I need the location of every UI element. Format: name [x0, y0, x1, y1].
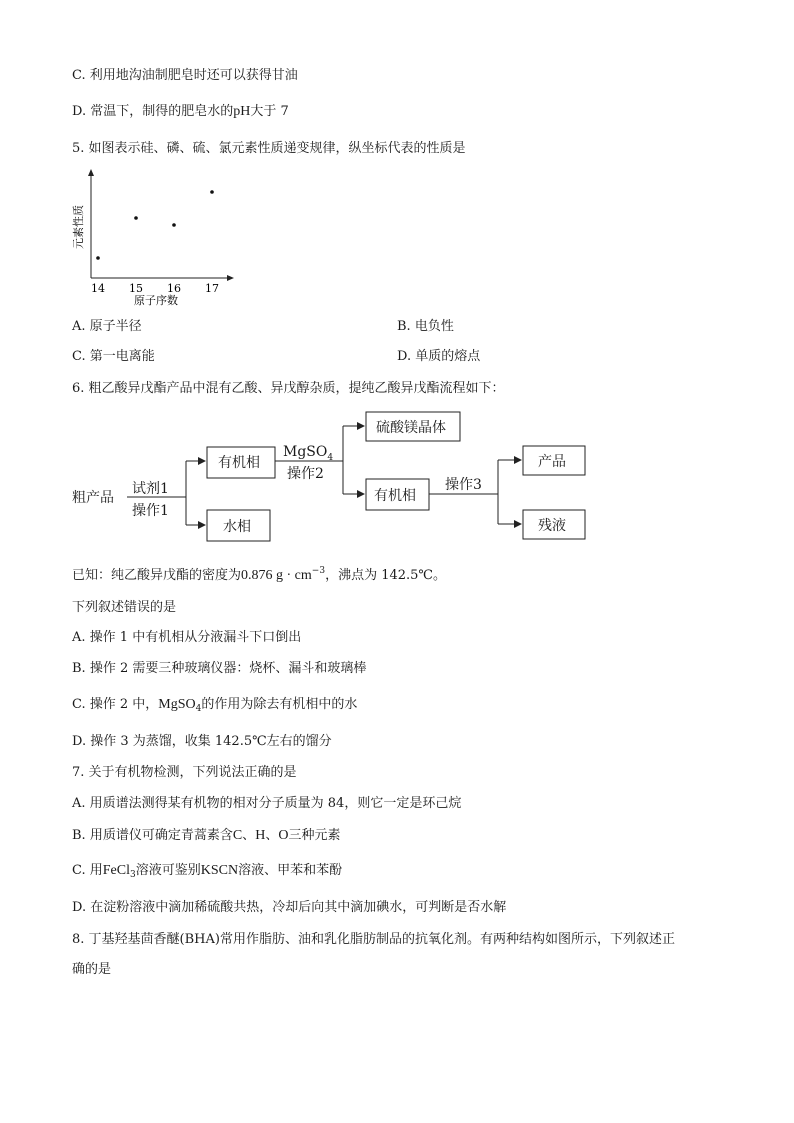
data-point — [210, 190, 214, 194]
mgso4-formula-subscript: 4 — [195, 704, 202, 714]
x-tick-label: 14 — [91, 282, 105, 295]
crude-product-label: 粗产品 — [72, 490, 114, 506]
residue-label: 残液 — [538, 518, 566, 534]
reagent1-label: 试剂1 — [132, 481, 169, 497]
q6-known-text: 已知：纯乙酸异戊酯的密度为 — [72, 568, 242, 583]
element-h: H — [255, 828, 266, 843]
x-axis-label: 原子序数 — [134, 294, 178, 307]
purification-flowchart — [0, 400, 794, 550]
q4-option-d-tail: 大于 7 — [250, 104, 289, 119]
q5-option-c: C. 第一电离能 — [72, 349, 155, 364]
q6-question: 下列叙述错误的是 — [72, 600, 177, 615]
operation1-label: 操作1 — [132, 503, 169, 519]
mgso4-label — [283, 444, 333, 463]
q5-stem: 5. 如图表示硅、磷、硫、氯元素性质递变规律，纵坐标代表的性质是 — [72, 141, 466, 156]
q7-option-c-text: C. 用 — [72, 863, 103, 878]
q6-option-d: D. 操作 3 为蒸馏，收集 142.5℃左右的馏分 — [72, 734, 332, 749]
operation3-label: 操作3 — [445, 477, 482, 493]
q5-option-b: B. 电负性 — [397, 319, 454, 334]
mgso4-main: MgSO — [283, 444, 328, 460]
crystal-label: 硫酸镁晶体 — [376, 420, 446, 436]
density-value: 0.876 g · cm — [241, 568, 312, 583]
q4-option-c: C. 利用地沟油制肥皂时还可以获得甘油 — [72, 68, 298, 83]
q6-option-c — [72, 697, 357, 717]
mgso4-subscript: 4 — [327, 453, 334, 463]
data-point — [172, 223, 176, 227]
q7-option-b: B. 用质谱仪可确定青蒿素含C、H、O三种元素 — [72, 828, 341, 843]
q5-scatter-chart — [70, 162, 250, 312]
element-c: C — [232, 828, 243, 843]
q6-option-b: B. 操作 2 需要三种玻璃仪器：烧杯、漏斗和玻璃棒 — [72, 661, 367, 676]
q8-stem-line1: 8. 丁基羟基茴香醚(BHA)常用作脂肪、油和乳化脂肪制品的抗氧化剂。有两种结构如图所示，下列叙述正 — [72, 932, 675, 947]
x-axis — [91, 275, 234, 281]
fecl3-subscript: 3 — [129, 870, 136, 880]
q5-option-d: D. 单质的熔点 — [397, 349, 481, 364]
organic-phase-label-1: 有机相 — [218, 455, 260, 471]
q7-option-c — [72, 863, 342, 883]
fecl3-formula: FeCl — [102, 863, 130, 878]
q4-option-d — [72, 104, 289, 120]
q7-option-b-tail: 三种元素 — [288, 828, 341, 843]
operation2-label: 操作2 — [287, 466, 324, 482]
q5-option-a: A. 原子半径 — [72, 319, 142, 334]
data-point — [96, 256, 100, 260]
organic-phase-label-2: 有机相 — [374, 488, 416, 504]
product-label: 产品 — [538, 454, 566, 470]
q8-stem-line2: 确的是 — [72, 962, 112, 977]
kscn-formula: KSCN — [200, 863, 239, 878]
x-tick-label: 17 — [205, 282, 219, 295]
x-tick-label: 15 — [129, 282, 143, 295]
density-exponent: −3 — [311, 566, 326, 576]
y-axis — [88, 169, 94, 278]
q7-option-d: D. 在淀粉溶液中滴加稀硫酸共热，冷却后向其中滴加碘水，可判断是否水解 — [72, 900, 507, 915]
q6-option-c-text: C. 操作 2 中， — [72, 697, 159, 712]
data-point — [134, 216, 138, 220]
q7-stem: 7. 关于有机物检测，下列说法正确的是 — [72, 765, 297, 780]
element-o: O — [278, 828, 289, 843]
ph-symbol: pH — [233, 104, 251, 119]
q6-stem: 6. 粗乙酸异戊酯产品中混有乙酸、异戊醇杂质，提纯乙酸异戊酯流程如下： — [72, 381, 505, 396]
x-tick-label: 16 — [167, 282, 181, 295]
q6-option-c-tail: 的作用为除去有机相中的水 — [201, 697, 358, 712]
y-axis-label: 元素性质 — [72, 205, 85, 249]
q6-option-a: A. 操作 1 中有机相从分液漏斗下口倒出 — [72, 630, 302, 645]
aqueous-phase-label: 水相 — [223, 519, 251, 535]
q4-option-d-text: D. 常温下，制得的肥皂水的 — [72, 104, 234, 119]
q7-option-c-tail: 溶液、甲苯和苯酚 — [238, 863, 343, 878]
q7-option-b-text: B. 用质谱仪可确定青蒿素含 — [72, 828, 233, 843]
q7-option-c-mid: 溶液可鉴别 — [135, 863, 201, 878]
mgso4-formula: MgSO — [158, 697, 196, 712]
boiling-point-text: ，沸点为 142.5℃。 — [325, 568, 446, 583]
q7-option-a: A. 用质谱法测得某有机物的相对分子质量为 84，则它一定是环己烷 — [72, 796, 462, 811]
q6-known — [72, 563, 446, 584]
